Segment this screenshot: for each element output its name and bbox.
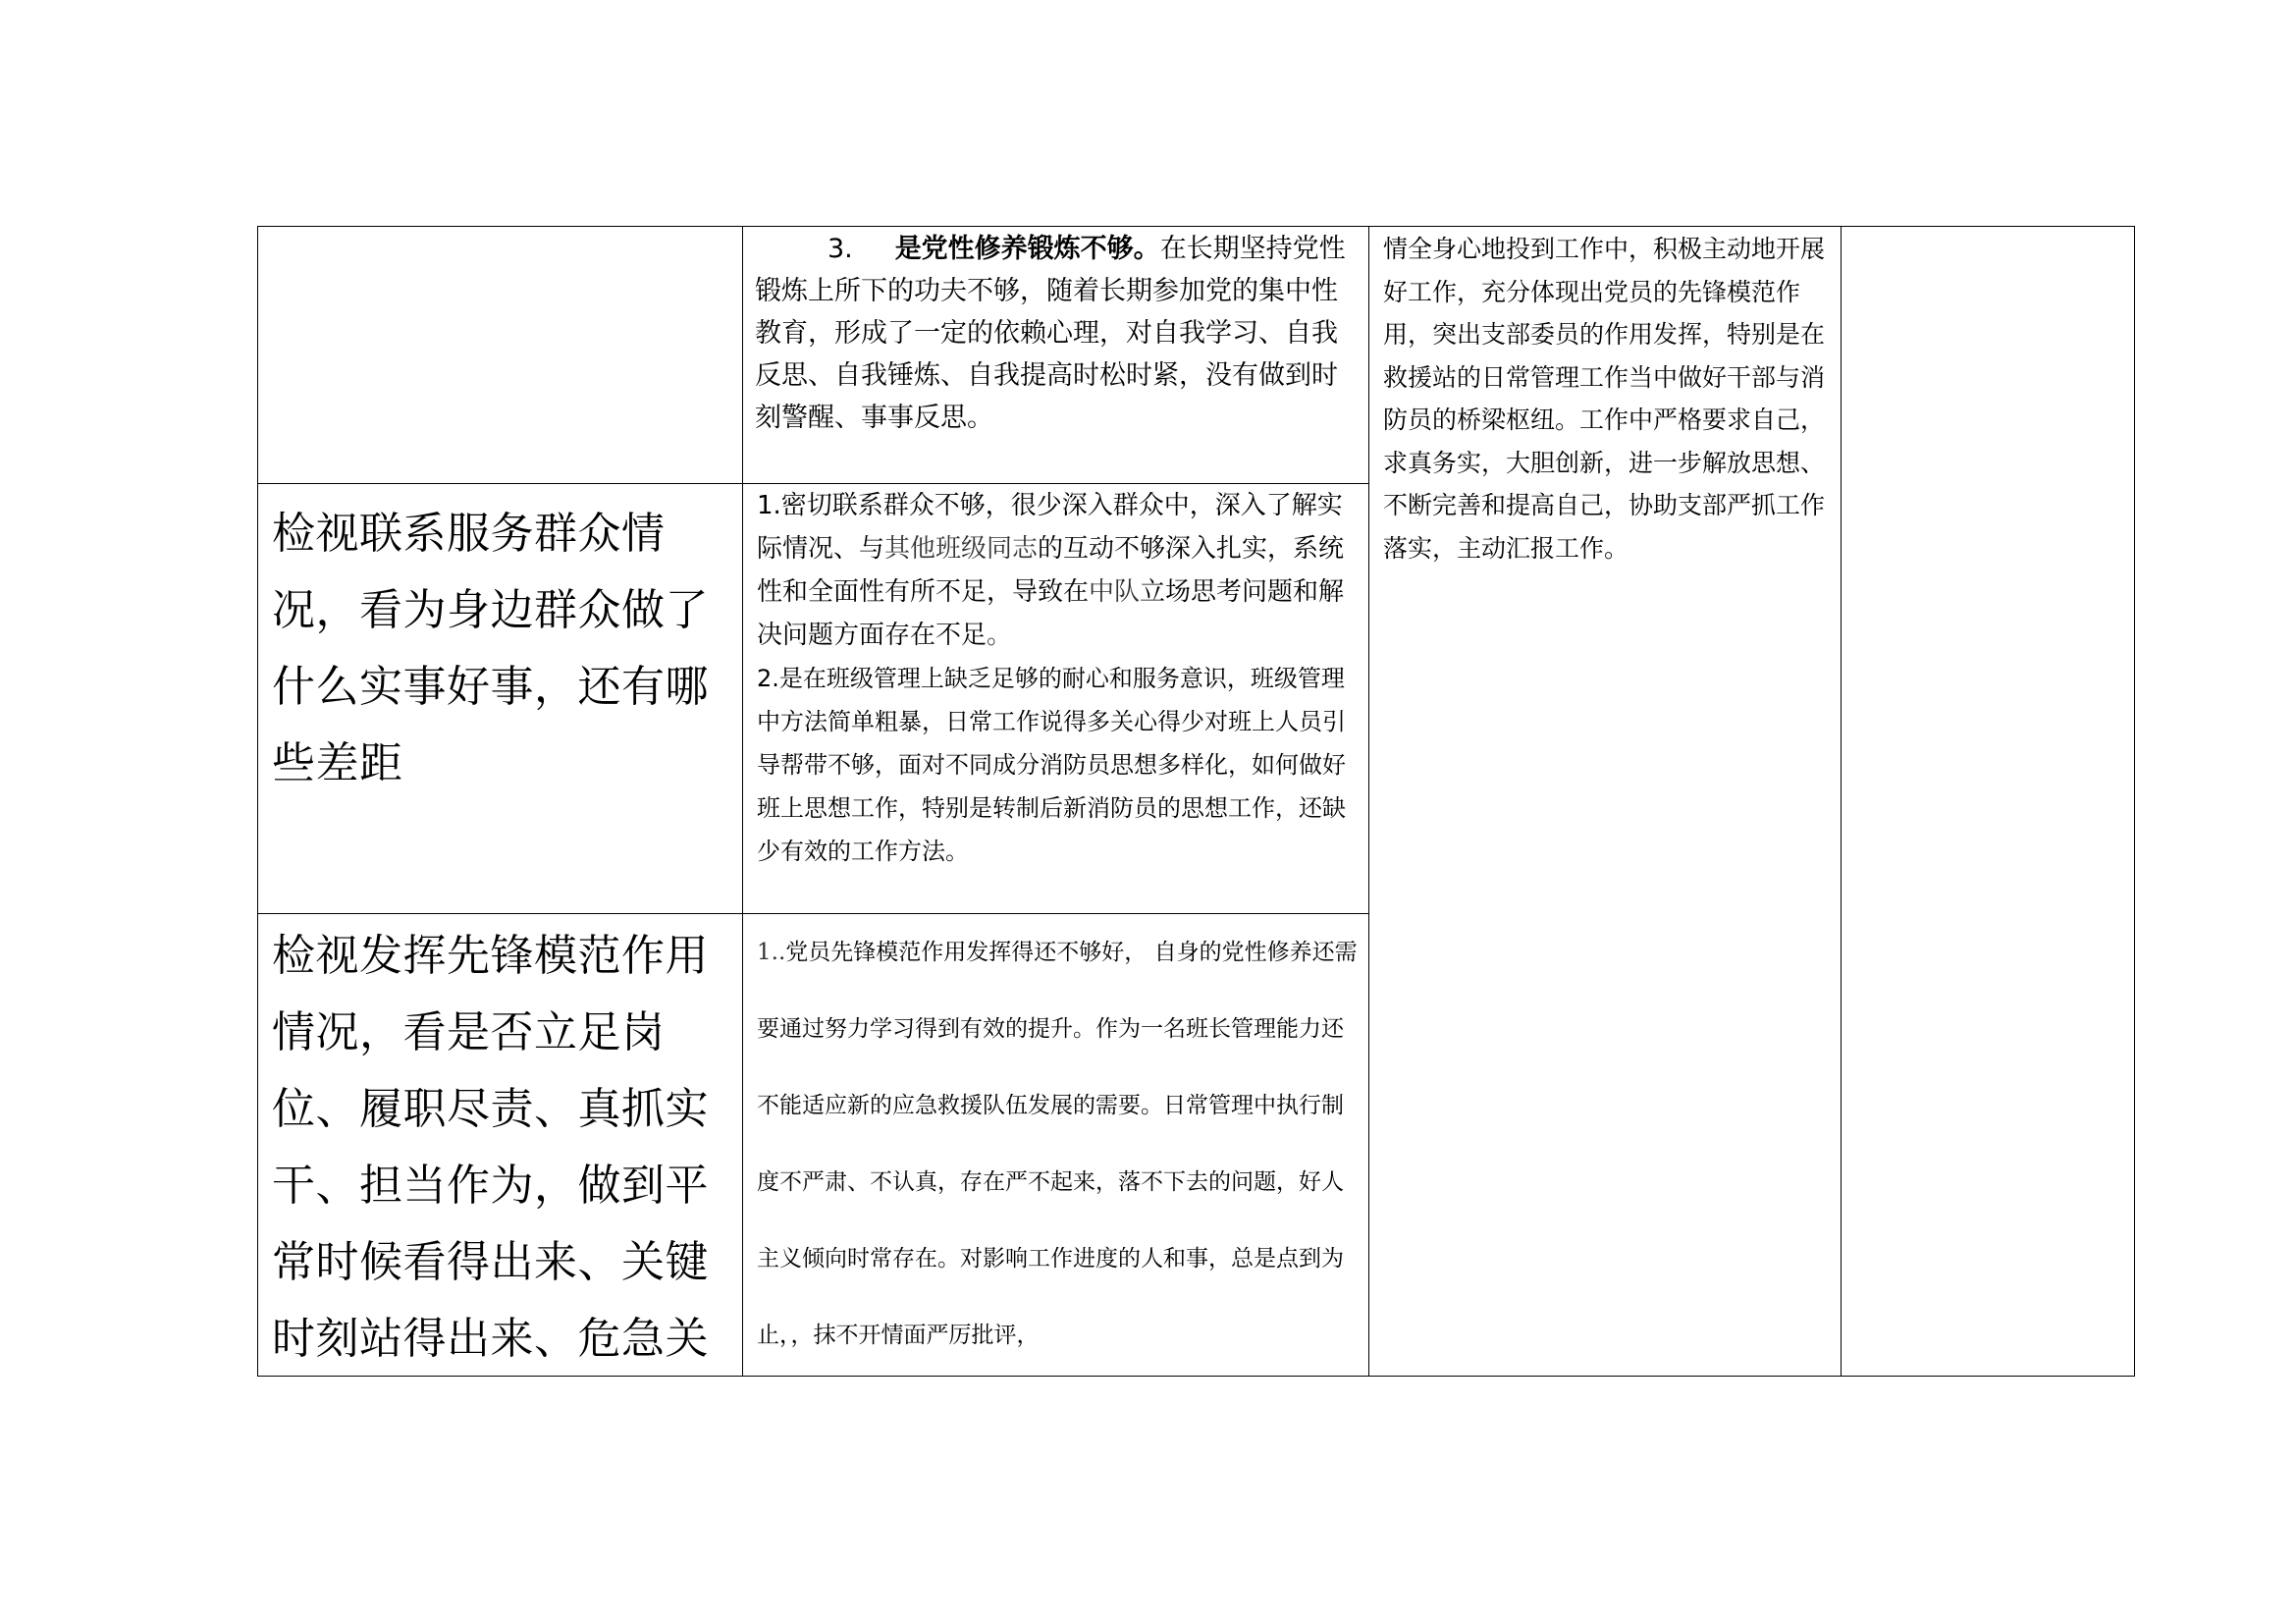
remarks-cell [1841, 226, 2135, 1377]
topic-contact-masses: 检视联系服务群众情况，看为身边群众做了什么实事好事，还有哪些差距 [272, 509, 709, 788]
measures-text: 情全身心地投到工作中，积极主动地开展好工作，充分体现出党员的先锋模范作用，突出支部委员的作用发挥，特别是在救援站的日常管理工作当中做好干部与消防员的桥梁枢纽。工作中严格要求自己，求真务实，大胆创新，进一步解放思想、不断完善和提高自己，协助支部严抓工作落实，主动汇报工作。 [1383, 235, 1826, 563]
row1-issue-cell [742, 226, 1369, 484]
issue-party-spirit [755, 228, 1357, 439]
row1-topic-cell [257, 226, 743, 484]
review-table [257, 226, 2135, 1377]
issue-heading: 是党性修养锻炼不够。 [894, 234, 1160, 264]
measures-cell [1368, 226, 1842, 1377]
row3-issue-cell [742, 913, 1369, 1377]
issue-number: 3. [828, 234, 853, 264]
row2-issue-cell [742, 483, 1369, 914]
row3-topic-cell [257, 913, 743, 1377]
topic-vanguard-role: 检视发挥先锋模范作用情况，看是否立足岗位、履职尽责、真抓实干、担当作为，做到平常时候看得出来、关键时刻站得出来、危急关 [272, 931, 709, 1364]
issue-item-2: 2.是在班级管理上缺乏足够的耐心和服务意识，班级管理中方法简单粗暴，日常工作说得多关心得少对班上人员引导帮带不够，面对不同成分消防员思想多样化，如何做好班上思想工作，特别是转制后新消防员的思想工作，还缺少有效的工作方法。 [757, 665, 1346, 865]
row2-topic-cell [257, 483, 743, 914]
issue-vanguard: 1..党员先锋模范作用发挥得还不够好， 自身的党性修养还需要通过努力学习得到有效的提升。作为一名班长管理能力还不能适应新的应急救援队伍发展的需要。日常管理中执行制度不严肃、不认真，存在严不起来，落不下去的问题，好人主义倾向时常存在。对影响工作进度的人和事，总是点到为止，，抹不开情面严厉批评， [757, 940, 1358, 1348]
issue-item-1: 1.密切联系群众不够，很少深入群众中，深入了解实际情况、与其他班级同志的互动不够深入扎实，系统性和全面性有所不足，导致在中队立场思考问题和解决问题方面存在不足。 [757, 491, 1345, 650]
issue-text: 在长期坚持党性锻炼上所下的功夫不够，随着长期参加党的集中性教育，形成了一定的依赖心理，对自我学习、自我反思、自我锤炼、自我提高时松时紧，没有做到时刻警醒、事事反思。 [755, 234, 1346, 433]
